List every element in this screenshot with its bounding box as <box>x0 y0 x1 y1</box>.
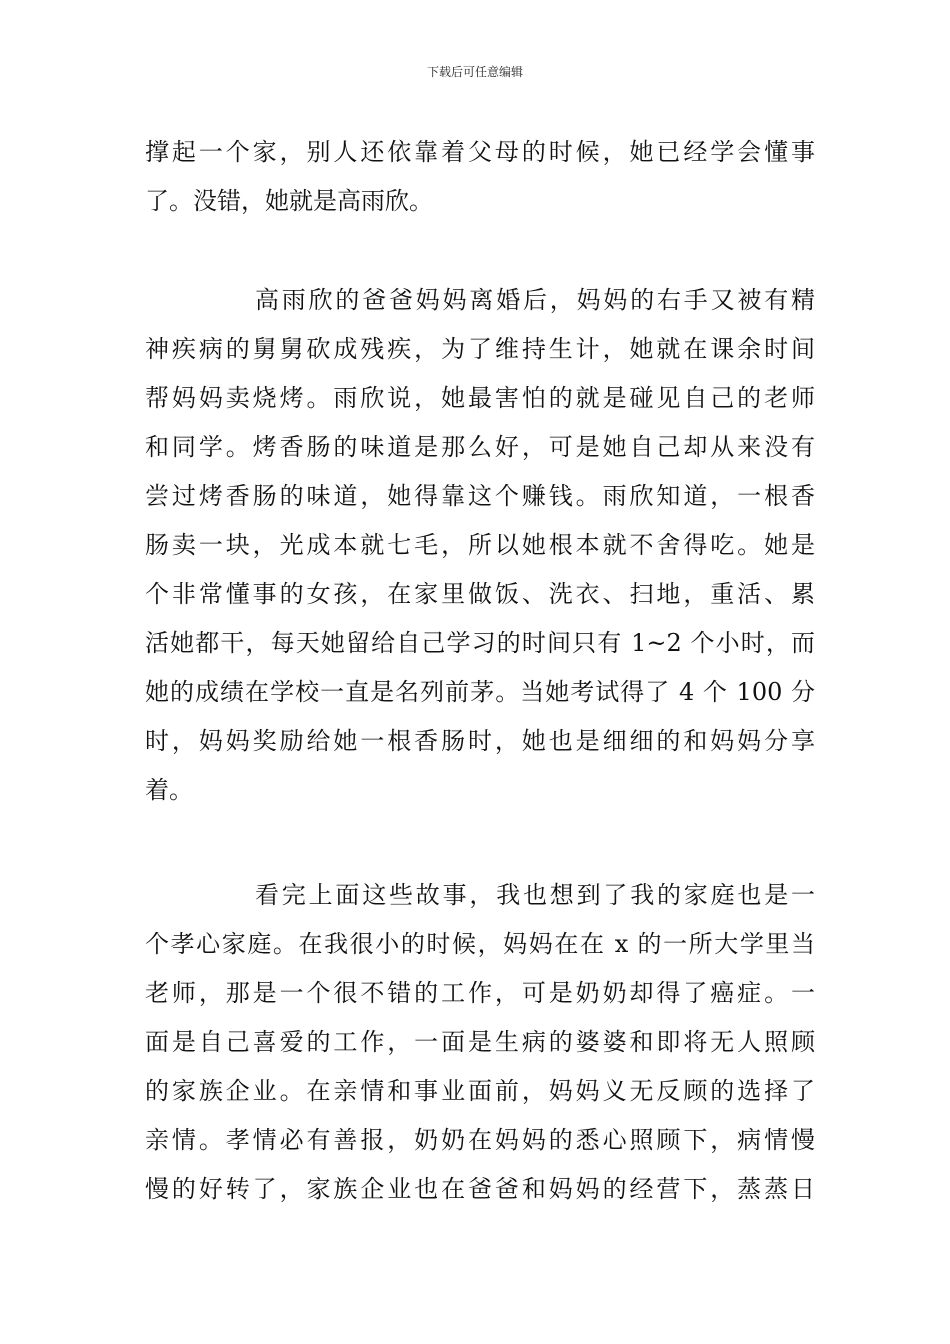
text-line: 神疾病的舅舅砍成残疾，为了维持生计，她就在课余时间 <box>145 335 815 363</box>
text-line: 了。没错，她就是高雨欣。 <box>145 187 433 215</box>
page-header-note: 下载后可任意编辑 <box>426 65 523 79</box>
text-line: 尝过烤香肠的味道，她得靠这个赚钱。雨欣知道，一根香 <box>145 482 815 510</box>
text-line: 帮妈妈卖烧烤。雨欣说，她最害怕的就是碰见自己的老师 <box>145 384 815 412</box>
text-line: 高雨欣的爸爸妈妈离婚后，妈妈的右手又被有精 <box>255 286 815 314</box>
text-line: 个非常懂事的女孩，在家里做饭、洗衣、扫地，重活、累 <box>145 580 815 608</box>
text-line: 看完上面这些故事，我也想到了我的家庭也是一 <box>255 881 815 909</box>
text-line: 个孝心家庭。在我很小的时候，妈妈在在 x 的一所大学里当 <box>145 930 815 958</box>
text-line: 亲情。孝情必有善报，奶奶在妈妈的悉心照顾下，病情慢 <box>145 1126 815 1154</box>
text-line: 时，妈妈奖励给她一根香肠时，她也是细细的和妈妈分享 <box>145 727 815 755</box>
paragraph-1 <box>145 128 815 226</box>
text-line: 撑起一个家，别人还依靠着父母的时候，她已经学会懂事 <box>145 138 815 166</box>
text-line: 和同学。烤香肠的味道是那么好，可是她自己却从来没有 <box>145 433 815 461</box>
text-line: 慢的好转了，家族企业也在爸爸和妈妈的经营下，蒸蒸日 <box>145 1175 815 1203</box>
text-line: 她的成绩在学校一直是名列前茅。当她考试得了 4 个 100 分 <box>145 678 815 706</box>
paragraph-3 <box>145 871 815 1214</box>
text-line: 的家族企业。在亲情和事业面前，妈妈义无反顾的选择了 <box>145 1077 815 1105</box>
text-line: 老师，那是一个很不错的工作，可是奶奶却得了癌症。一 <box>145 979 815 1007</box>
text-line: 面是自己喜爱的工作，一面是生病的婆婆和即将无人照顾 <box>145 1028 815 1056</box>
text-line: 活她都干，每天她留给自己学习的时间只有 1~2 个小时，而 <box>145 629 815 657</box>
text-line: 着。 <box>145 776 193 804</box>
paragraph-2 <box>145 276 815 815</box>
text-line: 肠卖一块，光成本就七毛，所以她根本就不舍得吃。她是 <box>145 531 815 559</box>
